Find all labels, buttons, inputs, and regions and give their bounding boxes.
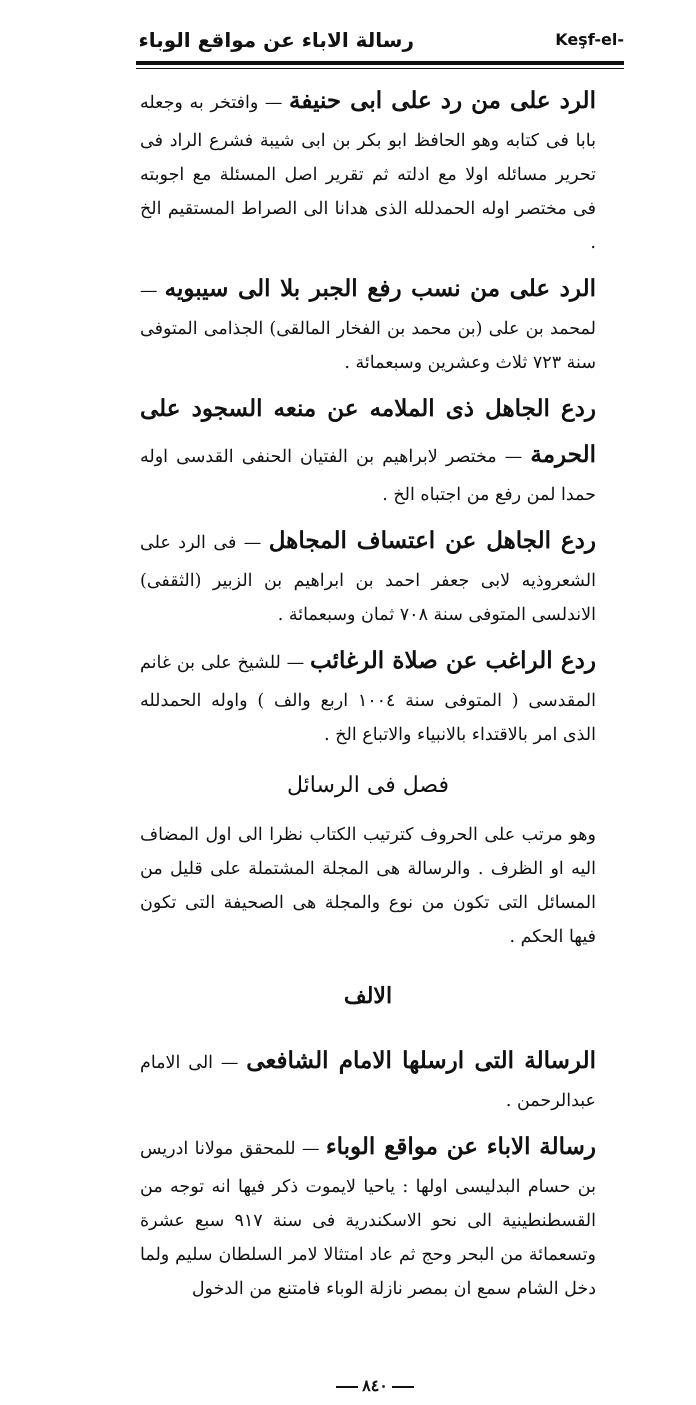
entry-separator: —	[504, 447, 523, 467]
header-rule-thick	[136, 61, 624, 65]
entry-separator: —	[220, 1053, 239, 1073]
entry-text: ادريس بن حسام البدليسى اولها : ياحيا لايموت ذكر فيها انه توجه من القسطنطينية الى نحو الاسكندرية فى سنة ٩١٧ سبع عشرة وتسعمائة من البحر وحج ثم عاد امتثالا لامر السلطان سليم ولما دخل الشام سمع ان بمصر نازلة الوباء فامتنع من الدخول	[140, 1139, 597, 1299]
running-tag: Keşf-el-	[555, 30, 624, 49]
entry-title: الرد على من نسب رفع الجبر بلا الى سيبويه	[164, 275, 596, 302]
page-number-dash	[336, 1386, 358, 1388]
entry-separator: —	[140, 281, 158, 301]
entry-text: عبدالرحمن .	[505, 1091, 596, 1111]
entry-text: اوله حمدا لمن رفع من اجتباه الخ .	[140, 447, 596, 505]
entry-author: الى الامام	[140, 1053, 214, 1073]
entry-text: وجعله بابا فى كتابه وهو الحافظ ابو بكر بن ابى شيبة فشرع الراد فى تحرير مسائله اولا مع ادلته ثم تقرير اصل المسئلة مع اجوبته فى مختصر اوله الحمدلله الذى هدانا الى الصراط المستقيم الخ .	[140, 93, 596, 253]
entry	[140, 1124, 596, 1306]
entry	[140, 386, 596, 512]
entry-text: الشعروذيه لابى جعفر احمد بن ابراهيم بن الزبير (الثقفى) الاندلسى المتوفى سنة ٧٠٨ ثمان وسبعمائة .	[140, 571, 596, 625]
entry-title: الرد على من رد على ابى حنيفة	[289, 87, 596, 114]
entry	[140, 266, 596, 380]
entry	[140, 518, 596, 632]
entry-title: ردع الراغب عن صلاة الرغائب	[310, 647, 596, 674]
entry-title: الرسالة التى ارسلها الامام الشافعى	[246, 1047, 596, 1074]
entry-title: رسالة الاباء عن مواقع الوباء	[325, 1133, 596, 1160]
entry-title: ردع الجاهل ذى الملامه عن منعه السجود على الحرمة	[140, 395, 596, 468]
entry-author: للمحقق مولانا	[194, 1139, 296, 1159]
section-heading: فصل فى الرسائل	[287, 773, 449, 798]
page-number	[330, 1376, 420, 1395]
entry-separator: —	[243, 533, 262, 553]
letter-heading: الالف	[343, 983, 393, 1009]
running-title: رسالة الاباء عن مواقع الوباء	[138, 28, 414, 52]
entry-text: على بن غانم المقدسى ( المتوفى سنة ١٠٠٤ اربع والف ) واوله الحمدلله الذى امر بالاقتداء بالانبياء والاتباع الخ .	[140, 653, 596, 745]
entry-separator: —	[264, 93, 283, 113]
page-number-value: ٨٤٠	[362, 1376, 388, 1395]
header-rule-thin	[136, 68, 624, 69]
entry-author: فى الرد على	[140, 533, 237, 553]
entry	[140, 1038, 596, 1118]
page-number-dash	[392, 1386, 414, 1388]
entry-author: وافتخر به	[189, 93, 259, 113]
section-text: وهو مرتب على الحروف كترتيب الكتاب نظرا الى اول المضاف اليه او الظرف . والرسالة هى المجلة المشتملة على قليل من المسائل التى تكون من نوع والمجلة هى الصحيفة التى تكون فيها الحكم .	[140, 825, 596, 947]
entry-separator: —	[301, 1139, 320, 1159]
entry-separator: —	[286, 653, 305, 673]
entry	[140, 78, 596, 260]
entry-author: للشيخ	[237, 653, 281, 673]
page-body	[140, 78, 596, 1306]
running-header	[136, 24, 624, 54]
entry-title: ردع الجاهل عن اعتساف المجاهل	[268, 527, 596, 554]
entry	[140, 638, 596, 752]
entry-author: مختصر لابراهيم بن الفتيان الحنفى القدسى	[176, 447, 497, 467]
entry-text: لمحمد بن على (بن محمد بن الفخار المالقى) الجذامى المتوفى سنة ٧٢٣ ثلاث وعشرين وسبعمائة .	[140, 319, 596, 373]
